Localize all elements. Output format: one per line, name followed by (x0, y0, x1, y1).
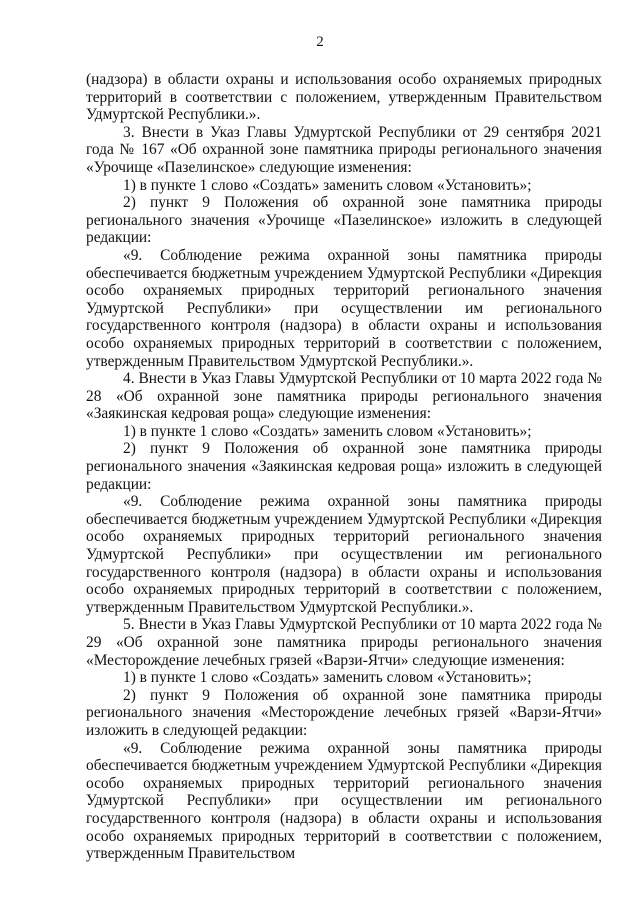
paragraph-item-5-sub-2: 2) пункт 9 Положения об охранной зоне памятника природы регионального значения «Месторождение лечебных грязей «Варзи-Ятчи» изложить в следующей редакции: (86, 686, 602, 739)
paragraph-item-5-new-clause-9: «9. Соблюдение режима охранной зоны памятника природы обеспечивается бюджетным учреждением Удмуртской Республики «Дирекция особо охраняемых природных территорий регионального значения Удмуртской Республики» при осуществлении им регионального государственного контроля (надзора) в области охраны и использования особо охраняемых природных территорий в соответствии с положением, утвержденным Правительством (86, 739, 602, 863)
paragraph-item-3-sub-1: 1) в пункте 1 слово «Создать» заменить словом «Установить»; (123, 176, 532, 194)
document-body (86, 71, 602, 863)
paragraph-item-3: 3. Внести в Указ Главы Удмуртской Республики от 29 сентября 2021 года № 167 «Об охранной зоне памятника природы регионального значения «Урочище «Пазелинское» следующие изменения: (86, 123, 602, 176)
paragraph-item-3-sub-2: 2) пункт 9 Положения об охранной зоне памятника природы регионального значения «Урочище «Пазелинское» изложить в следующей редакции: (86, 194, 602, 247)
paragraph-item-3-new-clause-9: «9. Соблюдение режима охранной зоны памятника природы обеспечивается бюджетным учреждением Удмуртской Республики «Дирекция особо охраняемых природных территорий регионального значения Удмуртской Республики» при осуществлении им регионального государственного контроля (надзора) в области охраны и использования особо охраняемых природных территорий в соответствии с положением, утвержденным Правительством Удмуртской Республики.». (86, 246, 602, 370)
paragraph-item-5-sub-1: 1) в пункте 1 слово «Создать» заменить словом «Установить»; (123, 669, 532, 687)
paragraph-item-4-new-clause-9: «9. Соблюдение режима охранной зоны памятника природы обеспечивается бюджетным учреждением Удмуртской Республики «Дирекция особо охраняемых природных территорий регионального значения Удмуртской Республики» при осуществлении им регионального государственного контроля (надзора) в области охраны и использования особо охраняемых природных территорий в соответствии с положением, утвержденным Правительством Удмуртской Республики.». (86, 493, 602, 616)
paragraph-item-5: 5. Внести в Указ Главы Удмуртской Республики от 10 марта 2022 года № 29 «Об охранной зоне памятника природы регионального значения «Месторождение лечебных грязей «Варзи-Ятчи» следующие изменения: (86, 616, 602, 669)
paragraph-item-4-sub-2: 2) пункт 9 Положения об охранной зоне памятника природы регионального значения «Заякинская кедровая роща» изложить в следующей редакции: (86, 440, 602, 493)
paragraph-continuation: (надзора) в области охраны и использования особо охраняемых природных территорий в соответствии с положением, утвержденным Правительством Удмуртской Республики.». (86, 71, 602, 124)
paragraph-item-4-sub-1: 1) в пункте 1 слово «Создать» заменить словом «Установить»; (123, 422, 532, 440)
paragraph-item-4: 4. Внести в Указ Главы Удмуртской Республики от 10 марта 2022 года № 28 «Об охранной зоне памятника природы регионального значения «Заякинская кедровая роща» следующие изменения: (86, 370, 602, 423)
page-number: 2 (316, 34, 324, 50)
